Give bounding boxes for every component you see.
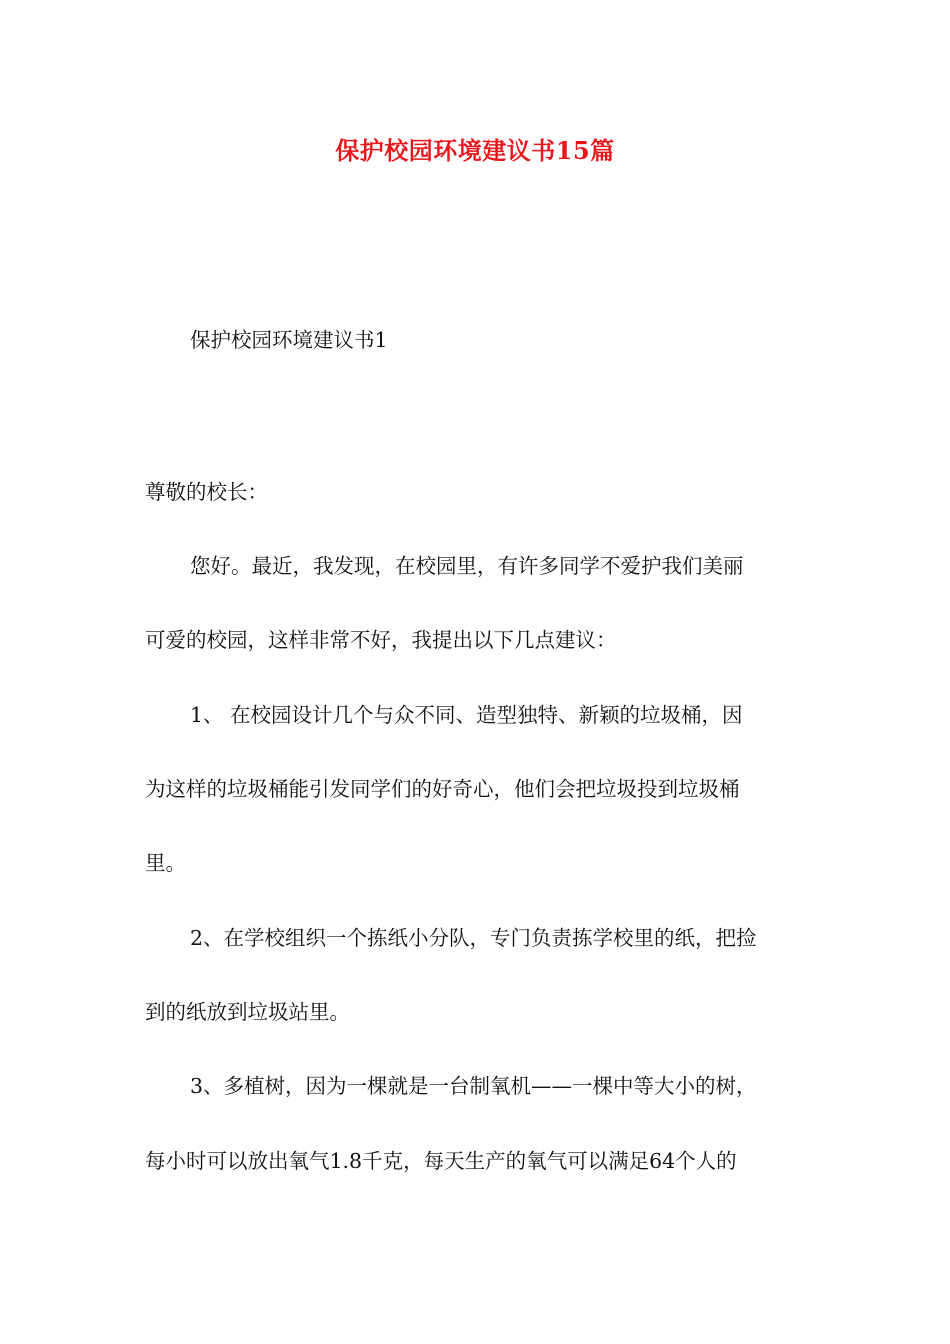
paragraph-line: 为这样的垃圾桶能引发同学们的好奇心，他们会把垃圾投到垃圾桶 [145, 777, 740, 801]
paragraph-line: 2、在学校组织一个拣纸小分队，专门负责拣学校里的纸，把捡 [190, 926, 757, 950]
paragraph-line: 3、多植树，因为一棵就是一台制氧机——一棵中等大小的树， [190, 1074, 757, 1098]
paragraph-line: 里。 [145, 851, 186, 875]
document-title: 保护校园环境建议书15篇 [335, 136, 615, 165]
paragraph-line: 1、 在校园设计几个与众不同、造型独特、新颖的垃圾桶，因 [190, 703, 743, 727]
paragraph-line: 到的纸放到垃圾站里。 [145, 1000, 350, 1024]
paragraph-line: 您好。最近，我发现，在校园里，有许多同学不爱护我们美丽 [190, 554, 744, 578]
paragraph-line: 每小时可以放出氧气1.8千克，每天生产的氧气可以满足64个人的 [145, 1149, 737, 1173]
greeting-line: 尊敬的校长： [145, 480, 268, 504]
paragraph-line: 可爱的校园，这样非常不好，我提出以下几点建议： [145, 628, 617, 652]
section-heading: 保护校园环境建议书1 [190, 328, 388, 352]
